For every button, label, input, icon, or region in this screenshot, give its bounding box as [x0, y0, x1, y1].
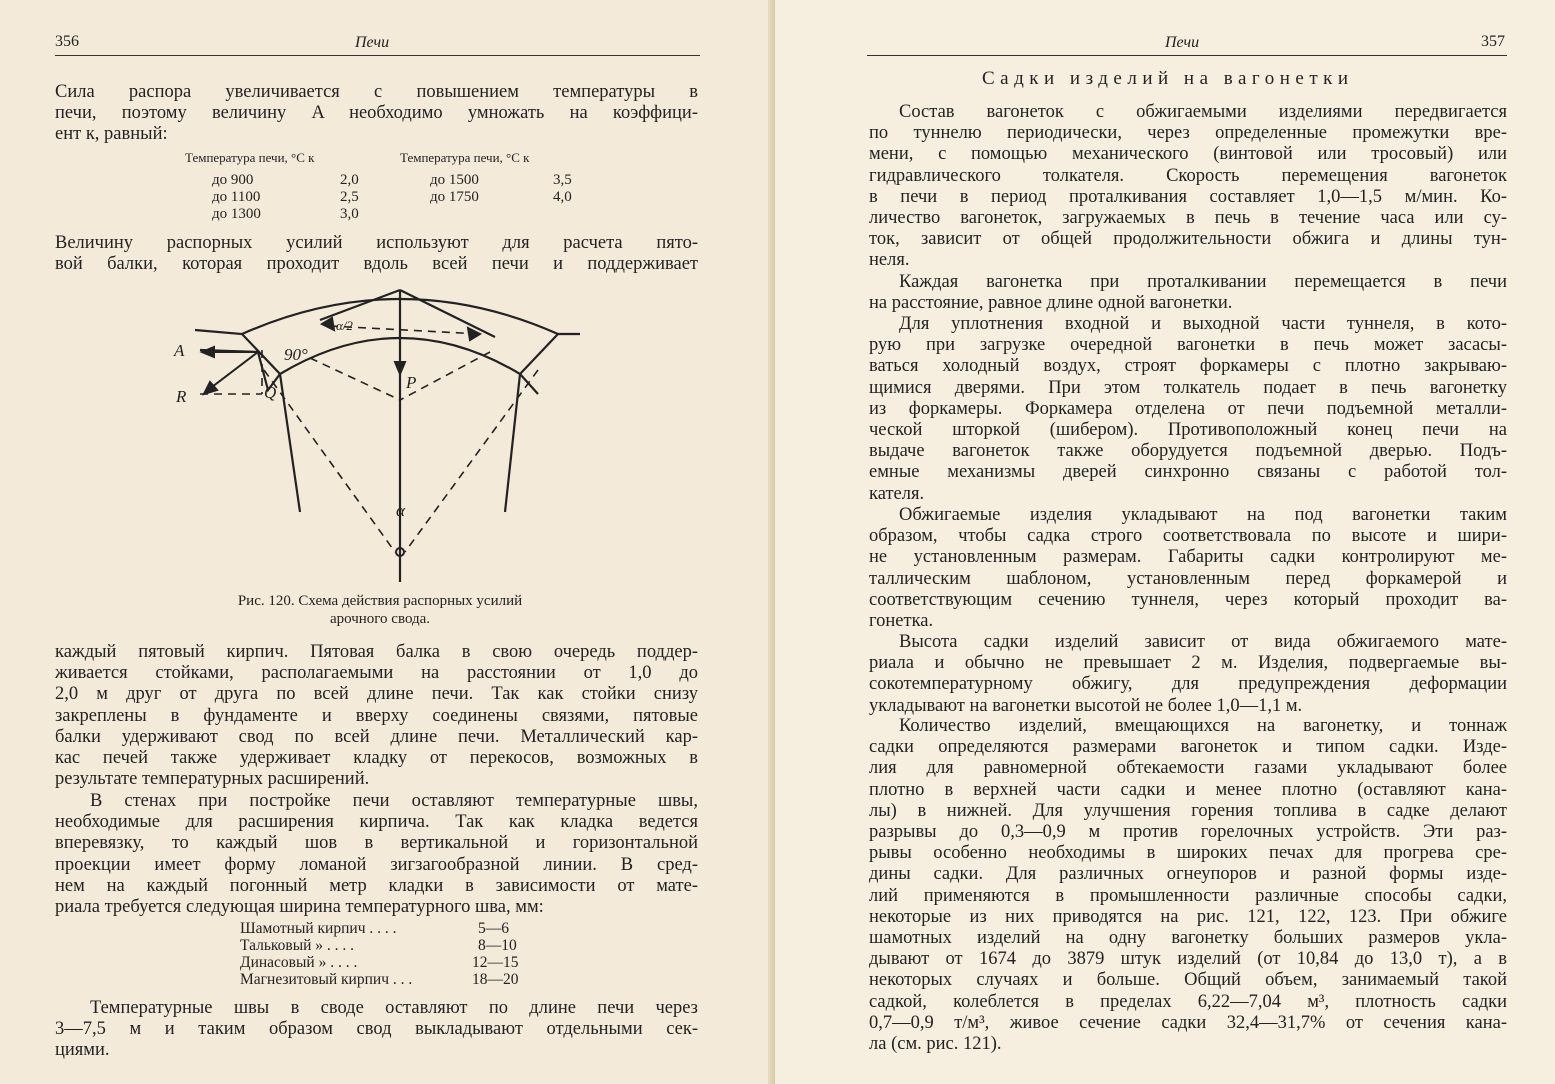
paragraph-distance-force: Сила распора увеличивается с повышением температуры в печи, поэтому величину A необходимо умножать на коэффици- ент к, равный:	[55, 82, 698, 145]
label-R: R	[176, 387, 187, 406]
table-cell: до 1500	[430, 172, 479, 188]
page-number-left: 356	[55, 33, 79, 50]
table-cell: 4,0	[553, 189, 572, 205]
label-alpha-half: α/2	[336, 318, 353, 333]
material-name: Тальковый » . . . .	[240, 937, 355, 954]
paragraph-train: Состав вагонеток с обжигаемыми изделиями передвигается по туннелю периодически, через определенные промежутки вре- мени, с помощью механического (винтовой или тросовый) или гидравлического толкателя. Скорость перемещения вагонеток в печи в период проталкивания составляет 1,0—1,5 м/мин. Ко- личество вагонеток, загружаемых в печь в течение часа или су- ток, зависит от общей продолжительности обжига и длины тун- неля.	[869, 102, 1507, 271]
table-cell: 2,0	[340, 172, 359, 188]
paragraph-height: Высота садки изделий зависит от вида обжигаемого мате- риала и обычно не превышает 2 м. Изделия, подвергаемые вы- сокотемпературному обжигу, для предупреждения деформации укладывают на вагонетки высотой не более 1,0—1,1 м.	[869, 632, 1507, 716]
table-cell: 3,0	[340, 206, 359, 222]
table-cell: до 1100	[212, 189, 261, 205]
label-90deg: 90°	[284, 345, 308, 364]
label-alpha: α	[396, 501, 405, 520]
springer-left	[195, 330, 280, 390]
arrow-P	[395, 362, 405, 374]
left-page	[0, 0, 775, 1084]
material-name: Магнезитовый кирпич . . .	[240, 971, 413, 988]
paragraph-heel-beam: Величину распорных усилий используют для расчета пято- вой балки, которая проходит вдоль всей печи и поддерживает	[55, 233, 698, 275]
arrow-A	[202, 347, 214, 357]
table-header-left: Температура печи, °С к	[185, 150, 315, 165]
figure-caption: Рис. 120. Схема действия распорных усилий арочного свода.	[237, 593, 523, 627]
paragraph-quantity: Количество изделий, вмещающихся на вагонетку, и тоннаж садки определяются размерами вагонеток и типом садки. Изде- лия для равномерной обтекаемости газами укладывают более плотно в верхней части садки и менее плотно (оставляют кана- лы) в нижней. Для улучшения горения топлива в садке делают разрывы до 0,3—0,9 м против горелочных устройств. Эти раз- рывы особенно необходимы в широких печах для прогрева сре- дины садки. Для различных огнеупоров и разной формы изде- лий применяются в промышленности различные способы садки, некоторые из них приводятся на рис. 121, 122, 123. При обжиге шамотных изделий на одну вагонетку больших размеров укла- дывают от 1674 до 3879 штук изделий (от 10,84 до 13,0 т), а в некоторых случаях и больше. Общий объем, занимаемый такой садкой, колеблется в пределах 6,22—7,04 м³, плотность садки 0,7—0,9 т/м³, живое сечение садки 32,4—31,7% от сечения кана- ла (см. рис. 121).	[869, 716, 1507, 1055]
label-P: P	[406, 373, 417, 392]
table-cell: 2,5	[340, 189, 359, 205]
material-width: 18—20	[472, 971, 519, 988]
paragraph-vault-joints: Температурные швы в своде оставляют по длине печи через 3—7,5 м и таким образом свод выкладывают отдельными сек- циями.	[55, 998, 698, 1061]
table-header-right: Температура печи, °С к	[400, 150, 530, 165]
arrow-left-top	[322, 318, 334, 330]
section-heading: Садки изделий на вагонетки	[982, 68, 1354, 89]
material-width: 5—6	[478, 920, 509, 937]
table-cell: до 1750	[430, 189, 479, 205]
wall-left	[280, 374, 300, 512]
springer-right	[520, 334, 580, 394]
header-rule-right	[867, 55, 1507, 56]
table-cell: до 1300	[212, 206, 261, 222]
label-Q: Q	[264, 383, 277, 402]
label-A: A	[174, 341, 185, 360]
paragraph-each-car: Каждая вагонетка при проталкивании перемещается в печи на расстояние, равное длине одной вагонетки.	[869, 272, 1507, 314]
paragraph-setting: Обжигаемые изделия укладывают на под вагонетки таким образом, чтобы садка строго соответствовала по высоте и шири- не установленным размерам. Габариты садки контролируют ме- таллическим шаблоном, установленным перед форкамерой и соответствующим сечению туннеля, через который проходит ва- гонетка.	[869, 505, 1507, 632]
paragraph-prechamber: Для уплотнения входной и выходной части туннеля, в кото- рую при загрузке очередной вагонетки в печь может засасы- ваться холодный воздух, строят форкамеры с плотно закрываю- щимися дверями. При этом толкатель подает в печь вагонетку из форкамеры. Форкамера отделена от печи подъемной металли- ческой шторкой (шибером). Противоположный конец печи на выдаче вагонеток также оборудуется подъемной дверью. Подъ- емные механизмы дверей синхронно связаны с работой тол- кателя.	[869, 314, 1507, 504]
page-number-right: 357	[1481, 33, 1505, 50]
paragraph-thermal-joints: В стенах при постройке печи оставляют температурные швы, необходимые для расширения кирпича. Так как кладка ведется вперевязку, то каждый шов в вертикальной и горизонтальной проекции имеет форму ломаной зигзагообразной линии. В сред- нем на каждый погонный метр кладки в зависимости от мате- риала требуется следующая ширина температурного шва, мм:	[55, 791, 698, 918]
paragraph-columns: каждый пятовый кирпич. Пятовая балка в свою очередь поддер- живается стойками, располагаемыми на расстоянии от 1,0 до 2,0 м друг от друга по всей длине печи. Так как стойки снизу закреплены в фундаменте и вверху соединены связями, пятовые балки удерживают свод по всей длине печи. Металлический кар- кас печей также удерживает кладку от перекосов, возможных в результате температурных расширений.	[55, 642, 698, 790]
wall-right	[505, 374, 520, 512]
table-cell: 3,5	[553, 172, 572, 188]
material-width: 12—15	[472, 954, 519, 971]
right-page	[775, 0, 1555, 1084]
material-name: Динасовый » . . . .	[240, 954, 358, 971]
running-head-right: Печи	[1165, 34, 1200, 51]
running-head-left: Печи	[355, 34, 390, 51]
radial-right	[405, 370, 538, 552]
force-line-mid	[310, 358, 400, 400]
figure-arch-forces	[160, 282, 600, 592]
table-cell: до 900	[212, 172, 254, 188]
radial-left	[264, 370, 395, 552]
material-name: Шамотный кирпич . . . .	[240, 920, 397, 937]
header-rule-left	[55, 55, 700, 56]
material-width: 8—10	[478, 937, 517, 954]
